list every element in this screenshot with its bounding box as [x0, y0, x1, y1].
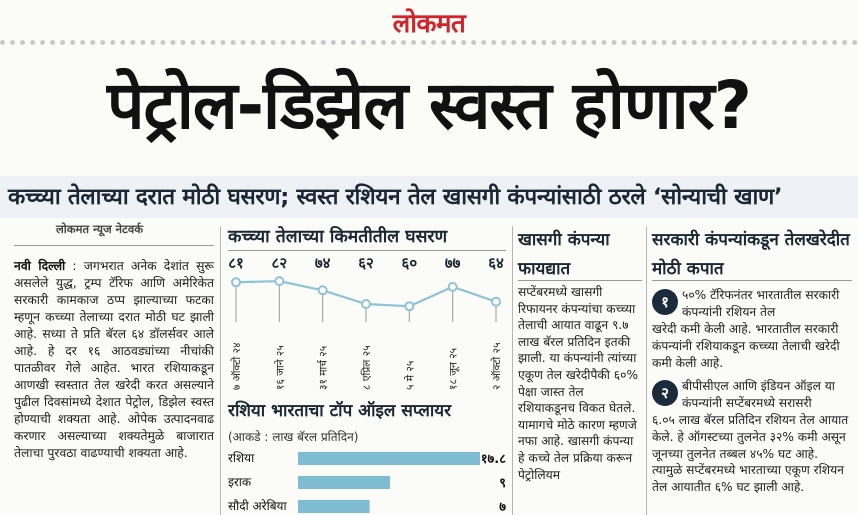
price-label: ६० — [401, 254, 418, 272]
price-point — [319, 286, 327, 294]
column-divider-2 — [512, 226, 513, 515]
price-label: ६४ — [488, 254, 504, 272]
supplier-value: १७.८ — [480, 452, 506, 467]
subheadline: कच्च्या तेलाच्या दरात मोठी घसरण; स्वस्त रशियन तेल खासगी कंपन्यांसाठी ठरले ‘सोन्याची खाण’ — [8, 184, 783, 210]
price-label: ७४ — [314, 254, 331, 272]
supplier-bar — [298, 500, 370, 513]
price-point — [492, 298, 500, 306]
point-text-lead: ५०% टॅरिफनंतर भारतातील सरकारी कंपन्यांनी रशियन तेल — [682, 288, 840, 319]
masthead-logo: लोकमत — [392, 9, 466, 39]
crude-price-line-chart — [226, 252, 508, 392]
date-label: २ ऑक्टो २५ — [491, 342, 503, 390]
dateline: नवी दिल्ली — [14, 259, 66, 273]
date-label: ८ एप्रिल २५ — [361, 345, 373, 390]
supplier-value: ९ — [499, 476, 506, 491]
date-label: ७ ऑक्टो २४ — [231, 342, 243, 390]
point-number-badge: २ — [652, 380, 678, 406]
govt-companies-heading: सरकारी कंपन्यांकडून तेलखरेदीत मोठी कपात — [652, 230, 850, 279]
price-point — [362, 300, 370, 308]
date-label: १८ जून २५ — [447, 347, 460, 390]
supplier-value: ७ — [499, 500, 506, 515]
column-divider-1 — [220, 226, 221, 515]
supplier-label: सौदी अरेबिया — [228, 499, 287, 513]
price-label: ७७ — [444, 254, 461, 272]
supplier-bar — [298, 452, 480, 465]
date-label: ३१ मार्च २५ — [317, 345, 330, 390]
price-point — [449, 283, 457, 291]
price-point — [232, 278, 240, 286]
supplier-label: इराक — [228, 475, 252, 489]
price-point — [405, 302, 413, 310]
article-body — [14, 258, 214, 462]
price-point — [275, 277, 283, 285]
oil-supplier-bar-chart — [226, 446, 508, 515]
line-chart-title: कच्च्या तेलाच्या किमतीतील घसरण — [228, 227, 448, 247]
supplier-bar — [298, 476, 390, 489]
price-label: ६२ — [358, 254, 374, 272]
price-label: ८१ — [228, 254, 244, 272]
byline: लोकमत न्यूज नेटवर्क — [56, 222, 144, 236]
article-column-main — [14, 222, 214, 462]
point-text-rest: खरेदी कमी केली आहे. भारतातील सरकारी कंपन्यांनी रशियाकडून कच्च्या तेलाची खरेदी कमी केली आहे. — [652, 322, 840, 370]
line-chart-title-divider — [228, 250, 506, 251]
point-text-rest: ६.०५ लाख बॅरल प्रतिदिन रशियन तेल आयात केले. हे ऑगस्टच्या तुलनेत ३२% कमी असून जूनच्या तुलनेत तब्बल ४५% घट आहे. त्यामुळे सप्टेंबरमध्ये भारताच्या एकूण रशियन तेल आयातीत ६% घट झाली आहे. — [652, 413, 849, 495]
date-label: ५ मे २५ — [404, 360, 417, 390]
bar-chart-title: रशिया भारताचा टॉप ऑइल सप्लायर — [228, 401, 452, 421]
govt-companies-divider — [652, 280, 852, 281]
private-companies-heading: खासगी कंपन्या फायद्यात — [518, 230, 610, 279]
date-label: १६ जाने २५ — [274, 345, 287, 390]
supplier-label: रशिया — [228, 451, 255, 465]
point-number-badge: १ — [652, 289, 678, 315]
byline-divider — [14, 245, 214, 246]
private-companies-body: सप्टेंबरमध्ये खासगी रिफायनर कंपन्यांचा कच्च्या तेलाची आयात वाढून ९.७ लाख बॅरल प्रतिदिन इतकी झाली. या कंपन्यांनी त्यांच्या एकूण तेल खरेदीपैकी ६०% पेक्षा जास्त तेल रशियाकडूनच विकत घेतले. यामागचे मोठे कारण म्हणजे नफा आहे. खासगी कंपन्या हे कच्चे तेल प्रक्रिया करून पेट्रोलियम — [518, 285, 639, 482]
point-text-lead: बीपीसीएल आणि इंडियन ऑइल या कंपन्यांनी सप्टेंबरमध्ये सरासरी — [682, 379, 835, 410]
article-body-text: : जगभरात अनेक देशांत सुरू असलेले युद्ध, ट्रम्प टॅरिफ आणि अमेरिकेत सरकारी कामकाज ठप्प झाल्याच्या फटका म्हणून कच्च्या तेलाच्या दरात मोठी घट झाली आहे. सध्या ते प्रति बॅरल ६४ डॉलर्सवर आले आहे. हे दर १६ आठवड्यांच्या नीचांकी पातळीवर गेले आहेत. भारत रशियाकडून आणखी स्वस्तात तेल खरेदी करत असल्याने पुढील दिवसांमध्ये देशात पेट्रोल, डिझेल स्वस्त होण्याची शक्यता आहे. ओपेक उत्पादनवाढ करणार असल्याच्या शक्यतेमुळे बाजारात तेलाचा पुरवठा वाढण्याची शक्यता आहे. — [14, 259, 214, 460]
price-label: ८२ — [271, 254, 288, 272]
column-divider-3 — [646, 226, 647, 515]
bar-chart-unit: (आकडे : लाख बॅरल प्रतिदिन) — [228, 430, 359, 444]
masthead-divider — [0, 40, 858, 45]
headline: पेट्रोल-डिझेल स्वस्त होणार? — [107, 67, 751, 144]
private-companies-divider — [518, 280, 642, 281]
